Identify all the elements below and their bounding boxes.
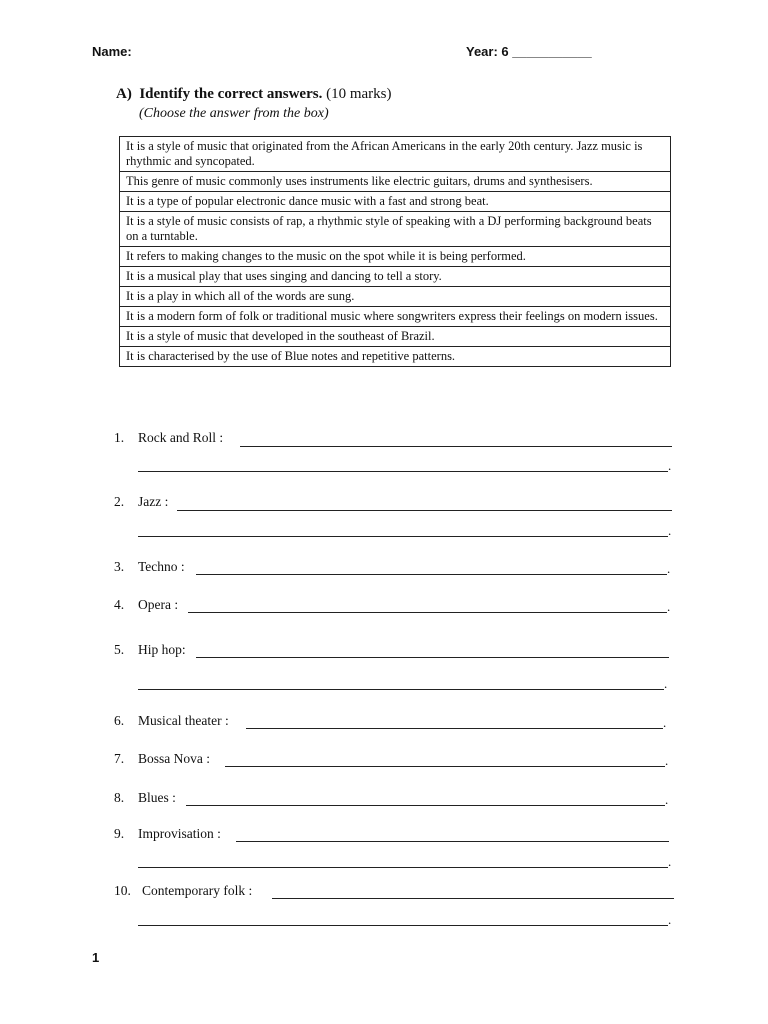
- answer-box: [119, 136, 671, 367]
- answer-row: [120, 192, 671, 212]
- answer-text: This genre of music commonly uses instruments like electric guitars, drums and synthesisers.: [120, 172, 671, 192]
- answer-row: [120, 212, 671, 247]
- line-end-dot: .: [668, 523, 672, 538]
- question-number: 1.: [114, 430, 125, 445]
- answer-line[interactable]: [225, 766, 665, 767]
- line-end-dot: .: [665, 792, 669, 807]
- question-number: 9.: [114, 826, 125, 841]
- answer-line[interactable]: [196, 574, 667, 575]
- question-10: [114, 883, 252, 899]
- question-number: 8.: [114, 790, 125, 805]
- answer-row: [120, 307, 671, 327]
- answer-row: [120, 137, 671, 172]
- answer-line[interactable]: [138, 925, 668, 926]
- answer-line[interactable]: [240, 446, 672, 447]
- answer-line[interactable]: [236, 841, 669, 842]
- section-letter: A): [116, 86, 132, 102]
- answer-text: It is a musical play that uses singing and dancing to tell a story.: [120, 267, 671, 287]
- answer-text: It is a play in which all of the words are sung.: [120, 287, 671, 307]
- question-label: Improvisation :: [138, 826, 221, 841]
- line-end-dot: .: [665, 753, 669, 768]
- answer-row: [120, 327, 671, 347]
- line-end-dot: .: [668, 854, 672, 869]
- answer-text: It refers to making changes to the music on the spot while it is being performed.: [120, 247, 671, 267]
- answer-line[interactable]: [188, 612, 667, 613]
- line-end-dot: .: [667, 599, 671, 614]
- question-4: [114, 597, 178, 613]
- answer-text: It is characterised by the use of Blue notes and repetitive patterns.: [120, 347, 671, 367]
- question-number: 7.: [114, 751, 125, 766]
- question-number: 4.: [114, 597, 125, 612]
- question-label: Techno :: [138, 559, 185, 574]
- question-number: 10.: [114, 883, 131, 898]
- answer-line[interactable]: [138, 536, 668, 537]
- answer-line[interactable]: [138, 867, 668, 868]
- answer-line[interactable]: [177, 510, 672, 511]
- page-number: 1: [92, 950, 100, 965]
- answer-line[interactable]: [186, 805, 665, 806]
- question-label: Hip hop:: [138, 642, 186, 657]
- question-1: [114, 430, 223, 446]
- answer-line[interactable]: [246, 728, 663, 729]
- line-end-dot: .: [667, 561, 671, 576]
- line-end-dot: .: [668, 912, 672, 927]
- answer-text: It is a style of music that originated from the African Americans in the early 20th century. Jazz music is rhythmic and syncopated.: [120, 137, 671, 172]
- answer-line[interactable]: [138, 471, 668, 472]
- answer-row: [120, 287, 671, 307]
- answer-row: [120, 247, 671, 267]
- question-3: [114, 559, 185, 575]
- question-number: 6.: [114, 713, 125, 728]
- question-label: Jazz :: [138, 494, 169, 509]
- answer-text: It is a style of music that developed in the southeast of Brazil.: [120, 327, 671, 347]
- answer-row: [120, 172, 671, 192]
- question-number: 2.: [114, 494, 125, 509]
- question-label: Contemporary folk :: [142, 883, 253, 898]
- question-9: [114, 826, 221, 842]
- question-number: 3.: [114, 559, 125, 574]
- section-title: [116, 86, 392, 103]
- answer-row: [120, 347, 671, 367]
- answer-line[interactable]: [272, 898, 674, 899]
- year-label: Year: 6 ___________: [466, 44, 592, 59]
- question-label: Blues :: [138, 790, 176, 805]
- question-label: Musical theater :: [138, 713, 229, 728]
- question-7: [114, 751, 210, 767]
- line-end-dot: .: [668, 458, 672, 473]
- section-heading: Identify the correct answers.: [139, 86, 323, 102]
- section-subtitle: (Choose the answer from the box): [139, 106, 329, 121]
- answer-line[interactable]: [196, 657, 669, 658]
- answer-row: [120, 267, 671, 287]
- question-label: Opera :: [138, 597, 179, 612]
- question-number: 5.: [114, 642, 125, 657]
- question-5: [114, 642, 186, 658]
- answer-text: It is a modern form of folk or traditional music where songwriters express their feelings on modern issues.: [120, 307, 671, 327]
- line-end-dot: .: [663, 715, 667, 730]
- question-label: Rock and Roll :: [138, 430, 224, 445]
- line-end-dot: .: [664, 676, 668, 691]
- question-8: [114, 790, 176, 806]
- answer-text: It is a style of music consists of rap, a rhythmic style of speaking with a DJ performing background beats on a turntable.: [120, 212, 671, 247]
- question-2: [114, 494, 168, 510]
- question-6: [114, 713, 229, 729]
- section-marks: (10 marks): [326, 86, 392, 102]
- answer-line[interactable]: [138, 689, 664, 690]
- name-label: Name:: [92, 44, 132, 59]
- question-label: Bossa Nova :: [138, 751, 210, 766]
- answer-text: It is a type of popular electronic dance music with a fast and strong beat.: [120, 192, 671, 212]
